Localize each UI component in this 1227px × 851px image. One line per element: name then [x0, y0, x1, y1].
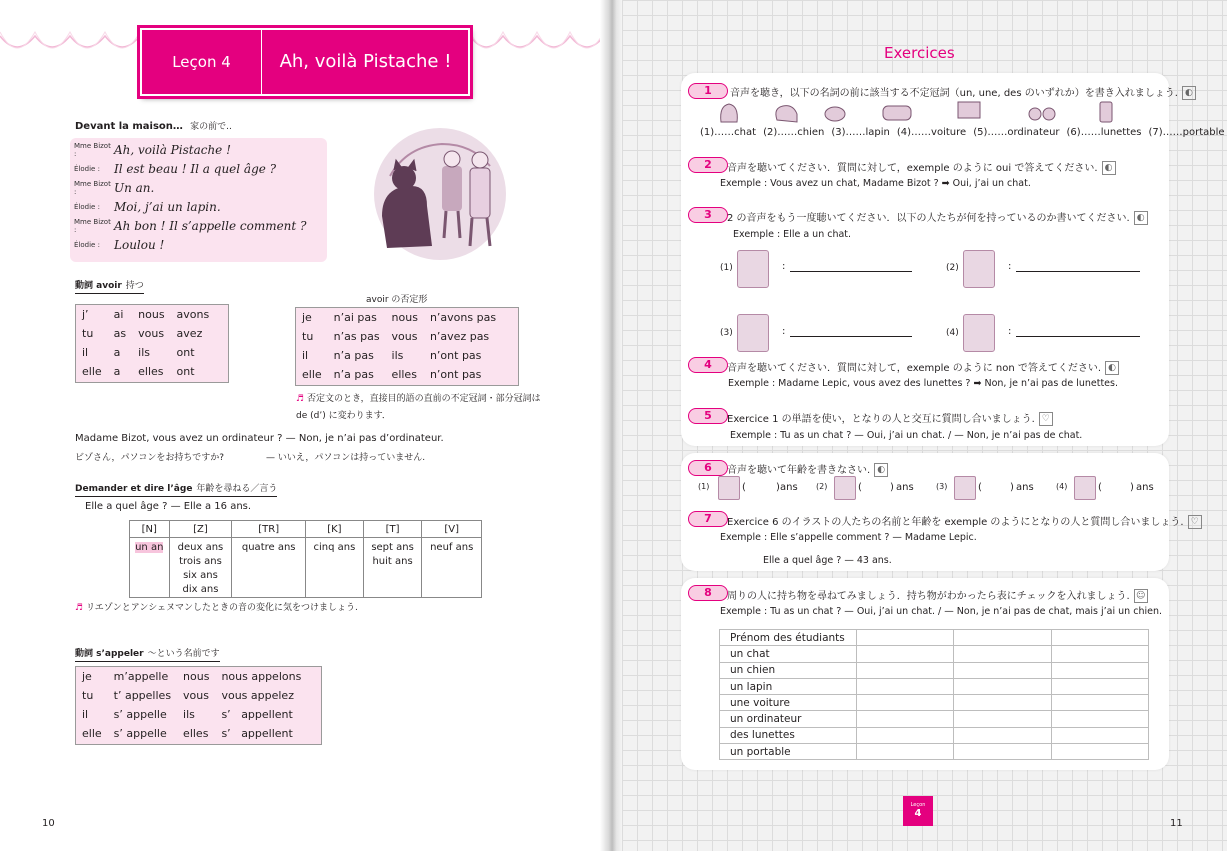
exercise-6-instruction: 音声を聴いて年齢を書きなさい. ◐ [727, 461, 888, 477]
sappeler-heading: 動詞 s’appeler ～という名前です [75, 646, 220, 662]
exercise-6-items: (1) ( ) ans (2) ( ) ans (3) ( ) ans (4) ( ) ans [698, 476, 1158, 502]
exercise-number: 7 [688, 511, 728, 527]
dialogue-box [70, 138, 327, 262]
audio-icon[interactable]: ◐ [1134, 211, 1148, 225]
negative-example-fr: Madame Bizot, vous avez un ordinateur ? — Non, je n’ai pas d’ordinateur. [75, 433, 444, 444]
exercise-1-items [700, 127, 1225, 138]
exercise-number: 1 [688, 83, 728, 99]
exercise-7-example-2: Elle a quel âge ? — 43 ans. [763, 555, 892, 566]
colon: : [1008, 261, 1012, 272]
exercise-3-example: Exemple : Elle a un chat. [733, 229, 852, 240]
colon: : [1008, 326, 1012, 337]
exercise-3-label: (4) [946, 328, 959, 338]
exercise-7-example-1: Exemple : Elle s’appelle comment ? — Madame Lepic. [720, 532, 977, 543]
page-number-left: 10 [42, 818, 55, 829]
exercise-3-label: (3) [720, 328, 733, 338]
exercise-3-instruction: 2 の音声をもう一度聴いてください．以下の人たちが何を持っているのか書いてください. ◐ [727, 209, 1148, 225]
face-4-icon [963, 314, 995, 352]
exercise-number: 8 [688, 585, 728, 601]
list-item[interactable]: (6)……lunettes [1066, 127, 1142, 138]
exercise-1-instruction: 音声を聴き，以下の名詞の前に該当する不定冠詞（un, une, des のいずれか）を書き入れましょう. ◐ [730, 84, 1196, 100]
lace-decoration-left [0, 28, 140, 70]
note-icon: ♬ [296, 394, 305, 404]
exercise-1-pictures [713, 96, 1143, 126]
phone-icon [1100, 102, 1112, 122]
dialogue-line: Élodie : Moi, j’ai un lapin. [74, 200, 221, 214]
exercise-3-label: (1) [720, 263, 733, 273]
scene-illustration [372, 126, 507, 261]
colon: : [782, 326, 786, 337]
liaison-note: ♬ リエゾンとアンシェヌマンしたときの音の変化に気をつけましょう. [75, 603, 358, 613]
list-item[interactable]: (7)……portable [1148, 127, 1225, 138]
table-row: il s’ appelle ils s’ appellent [82, 708, 293, 721]
dialogue-line: Élodie : Il est beau ! Il a quel âge ? [74, 162, 277, 176]
exercise-2-example: Exemple : Vous avez un chat, Madame Bizot ? ➡ Oui, j’ai un chat. [720, 178, 1031, 189]
pair-work-icon: ♡ [1039, 412, 1053, 426]
exercise-number: 2 [688, 157, 728, 173]
left-page [0, 0, 604, 851]
negative-caption: avoir の否定形 [366, 295, 428, 305]
list-item[interactable]: (1)……chat [700, 127, 757, 138]
colon: : [782, 261, 786, 272]
table-row: un ordinateur [720, 711, 1149, 727]
table-row: elle a elles ont [82, 365, 195, 378]
exercises-title: Exercices [884, 44, 955, 62]
exercise-8-instruction: 周りの人に持ち物を尋ねてみましょう．持ち物がわかったら表にチェックを入れましょう. ☺ [727, 587, 1148, 603]
table-row: des lunettes [720, 727, 1149, 743]
table-header-row: [N] [Z] [TR] [K] [T] [V] [130, 521, 482, 538]
table-row: un chat [720, 646, 1149, 662]
answer-blank[interactable] [1016, 322, 1140, 337]
exercise-number: 3 [688, 207, 728, 223]
lesson-title: Ah, voilà Pistache ! [279, 51, 452, 72]
exercise-5-example: Exemple : Tu as un chat ? — Oui, j’ai un chat. / — Non, je n’ai pas de chat. [730, 430, 1083, 441]
note-icon: ♬ [75, 603, 84, 613]
table-row: tu t’ appelles vous vous appelez [82, 689, 294, 702]
avoir-conjugation-table [75, 304, 229, 383]
pair-work-icon: ♡ [1188, 515, 1202, 529]
dialogue-line: Élodie : Loulou ! [74, 238, 165, 252]
survey-table [719, 629, 1149, 760]
exercise-7-instruction: Exercice 6 のイラストの人たちの名前と年齢を exemple のようにとなりの人と質問し合いましょう. ♡ [727, 513, 1202, 529]
face-icon [718, 476, 740, 500]
lesson-badge: Leçon 4 [903, 796, 933, 826]
scene-heading: Devant la maison… 家の前で.. [75, 121, 232, 132]
exercise-5-instruction: Exercice 1 の単語を使い，となりの人と交互に質問し合いましょう. ♡ [727, 410, 1053, 426]
table-row: un lapin [720, 678, 1149, 694]
table-row: un an deux ans trois ans six ans dix ans quatre ans cinq ans sept ans huit ans neuf ans [130, 538, 482, 598]
dialogue-line: Mme Bizot : Un an. [74, 180, 155, 196]
negative-note: ♬ 否定文のとき，直接目的語の直前の不定冠詞・部分冠詞は de (d’) に変わります． [296, 394, 541, 421]
dog-icon [776, 106, 797, 122]
table-row: j’ ai nous avons [82, 308, 210, 321]
exercise-4-instruction: 音声を聴いてください．質問に対して，exemple のように non で答えてください. ◐ [727, 359, 1119, 375]
answer-blank[interactable] [790, 322, 912, 337]
table-row: elle s’ appelle elles s’ appellent [82, 727, 293, 740]
table-row: elle n’a pas elles n’ont pas [302, 368, 482, 381]
audio-icon[interactable]: ◐ [874, 463, 888, 477]
age-example: Elle a quel âge ? — Elle a 16 ans. [85, 501, 252, 512]
cat-icon [721, 104, 738, 122]
face-2-icon [963, 250, 995, 288]
list-item[interactable]: (2)……chien [763, 127, 825, 138]
table-row: un chien [720, 662, 1149, 678]
table-row: il a ils ont [82, 346, 195, 359]
audio-icon[interactable]: ◐ [1102, 161, 1116, 175]
lace-decoration-right [470, 28, 604, 70]
page-number-right: 11 [1170, 818, 1183, 829]
list-item[interactable]: (3)……lapin [831, 127, 890, 138]
lesson-label: Leçon 4 [142, 30, 262, 94]
answer-blank[interactable] [790, 257, 912, 272]
list-item[interactable]: (4)……voiture [896, 127, 967, 138]
audio-icon[interactable]: ◐ [1182, 86, 1196, 100]
group-icon: ☺ [1134, 589, 1148, 603]
exercise-3-label: (2) [946, 263, 959, 273]
glasses-icon [1029, 108, 1041, 120]
table-row: tu n’as pas vous n’avez pas [302, 330, 490, 343]
table-row: Prénom des étudiants [720, 630, 1149, 646]
face-icon [1074, 476, 1096, 500]
avoir-negative-table [295, 307, 519, 386]
age-heading: Demander et dire l’âge 年齢を尋ねる／言う [75, 481, 277, 497]
table-row: je m’appelle nous nous appelons [82, 670, 302, 683]
liaison-table [129, 520, 482, 598]
table-row: une voiture [720, 695, 1149, 711]
face-1-icon [737, 250, 769, 288]
table-row: il n’a pas ils n’ont pas [302, 349, 482, 362]
negative-example-jp-1: ビゾさん，パソコンをお持ちですか? [75, 453, 225, 463]
table-row: je n’ai pas nous n’avons pas [302, 311, 497, 324]
audio-icon[interactable]: ◐ [1105, 361, 1119, 375]
dialogue-line: Mme Bizot : Ah bon ! Il s’appelle comment ? [74, 218, 307, 234]
face-icon [954, 476, 976, 500]
avoir-heading: 動詞 avoir 持つ [75, 278, 144, 294]
lesson-title-box [140, 28, 470, 96]
rabbit-icon [825, 107, 845, 121]
sappeler-conjugation-table [75, 666, 322, 745]
answer-blank[interactable] [1016, 257, 1140, 272]
car-icon [883, 106, 911, 120]
table-row: un portable [720, 744, 1149, 760]
dialogue-line: Mme Bizot : Ah, voilà Pistache ! [74, 142, 231, 158]
exercise-number: 5 [688, 408, 728, 424]
exercise-2-instruction: 音声を聴いてください．質問に対して，exemple のように oui で答えてください. ◐ [727, 159, 1116, 175]
laptop-icon [958, 102, 980, 118]
exercise-4-example: Exemple : Madame Lepic, vous avez des lunettes ? ➡ Non, je n’ai pas de lunettes. [728, 378, 1118, 389]
face-3-icon [737, 314, 769, 352]
face-icon [834, 476, 856, 500]
exercise-number: 6 [688, 460, 728, 476]
exercise-number: 4 [688, 357, 728, 373]
exercise-8-example: Exemple : Tu as un chat ? — Oui, j’ai un chat. / — Non, je n’ai pas de chat, mais j’ai un chien. [720, 606, 1162, 617]
table-row: tu as vous avez [82, 327, 203, 340]
book-gutter [600, 0, 622, 851]
negative-example-jp-2: — いいえ，パソコンは持っていません. [266, 453, 426, 463]
list-item[interactable]: (5)……ordinateur [973, 127, 1060, 138]
